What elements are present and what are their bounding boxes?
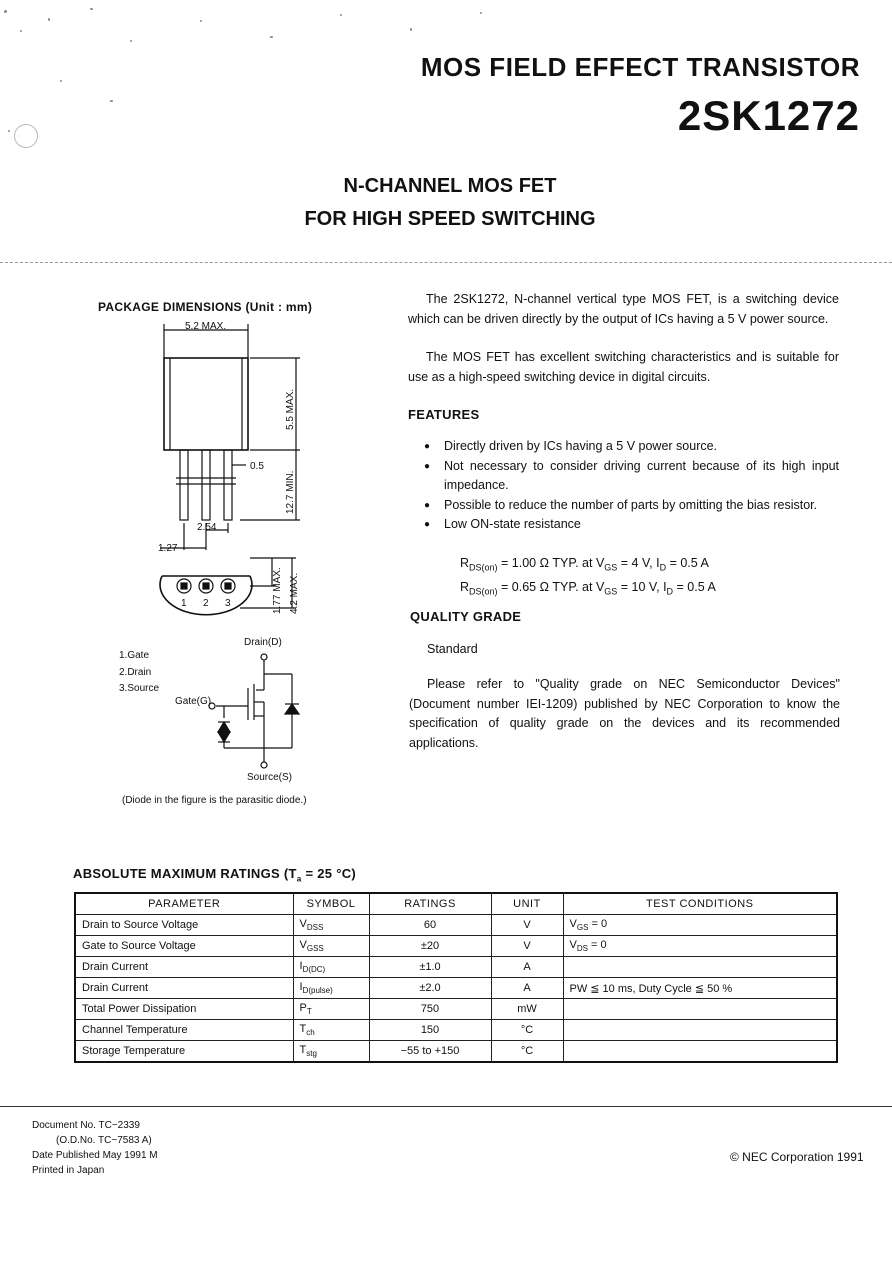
cell-unit: °C [491,1020,563,1041]
dim-lead-length: 12.7 MIN. [285,470,296,514]
cell-symbol: $T_{stg}$ [293,1041,369,1063]
pin-label-3: 3 [225,598,231,609]
cell-parameter: Drain to Source Voltage [75,915,293,936]
feature-item: ● Possible to reduce the number of parts by omitting the bias resistor. [424,496,839,516]
dim-depth2: 4.2 MAX. [289,572,300,614]
cell-conditions: $V_{DS} = 0$ [563,936,837,957]
table-row [75,936,837,957]
quality-grade-value: Standard [427,642,478,656]
cell-rating: ±20 [369,936,491,957]
cell-symbol: $I_{D(pulse)}$ [293,978,369,999]
cell-unit: A [491,957,563,978]
header-divider [0,262,892,263]
cell-rating: ±1.0 [369,957,491,978]
table-row [75,978,837,999]
pin-legend-gate: 1.Gate [119,650,150,661]
printed-in: Printed in Japan [32,1165,105,1176]
col-ratings: RATINGS [369,893,491,915]
cell-unit: V [491,915,563,936]
quality-grade-title: QUALITY GRADE [410,609,522,624]
rds-line-1: $R_{DS(on)} = 1.00$ Ω TYP. at $V_{GS} = 4$ V, $I_D = 0.5$ A [460,556,709,573]
description-paragraph-1: The 2SK1272, N-channel vertical type MOS FET, is a switching device which can be driven directly by the output of ICs having a 5 V power source. [408,292,839,326]
cell-conditions [563,1041,837,1063]
cell-conditions [563,957,837,978]
source-label: Source(S) [247,772,293,783]
table-row [75,915,837,936]
cell-parameter: Drain Current [75,957,293,978]
diode-note: (Diode in the figure is the parasitic diode.) [122,795,307,806]
pin-legend-drain: 2.Drain [119,666,152,678]
cell-symbol: $I_{D(DC)}$ [293,957,369,978]
col-symbol: SYMBOL [293,893,369,915]
cell-conditions [563,999,837,1020]
quality-grade-reference: Please refer to "Quality grade on NEC Semiconductor Devices" (Document number IEI-1209) published by NEC Corporation to know the specification of quality grade on the devices and its recommended applications. [409,677,840,750]
cell-unit: V [491,936,563,957]
feature-item: ● Not necessary to consider driving current because of its high input impedance. [424,457,839,496]
subtitle-line2: FOR HIGH SPEED SWITCHING [304,208,596,230]
features-title: FEATURES [408,407,480,422]
col-test-conditions: TEST CONDITIONS [563,893,837,915]
date-published: Date Published May 1991 M [32,1150,158,1161]
table-row [75,957,837,978]
cell-rating: −55 to +150 [369,1041,491,1063]
drain-label: Drain(D) [244,637,282,648]
footer-divider [0,1106,892,1107]
dim-pitch: 2.54 [197,522,217,533]
od-number: (O.D.No. TC−7583 A) [56,1135,152,1146]
cell-symbol: $T_{ch}$ [293,1020,369,1041]
dim-width: 5.2 MAX. [185,321,227,332]
subtitle-line1: N-CHANNEL MOS FET [343,175,557,197]
cell-parameter: Channel Temperature [75,1020,293,1041]
package-drawing [100,318,390,788]
dim-body-height: 5.5 MAX. [285,388,296,430]
cell-conditions: $V_{GS} = 0$ [563,915,837,936]
table-row [75,1020,837,1041]
cell-symbol: $P_T$ [293,999,369,1020]
pin-label-1: 1 [181,598,187,609]
pin-legend [119,648,159,698]
table-row [75,999,837,1020]
package-dimensions-title: PACKAGE DIMENSIONS (Unit : mm) [98,300,313,314]
cell-parameter: Drain Current [75,978,293,999]
gate-label: Gate(G) [175,696,212,707]
cell-parameter: Storage Temperature [75,1041,293,1063]
cell-parameter: Gate to Source Voltage [75,936,293,957]
table-row [75,1041,837,1063]
features-list [424,437,839,535]
cell-conditions: PW ≦ 10 ms, Duty Cycle ≦ 50 % [563,978,837,999]
feature-item: ● Directly driven by ICs having a 5 V power source. [424,437,839,457]
part-number: 2SK1272 [677,92,860,139]
ratings-table [74,892,838,1063]
cell-rating: ±2.0 [369,978,491,999]
cell-unit: °C [491,1041,563,1063]
rds-line-2: $R_{DS(on)} = 0.65$ Ω TYP. at $V_{GS} = 10$ V, $I_D = 0.5$ A [460,580,716,597]
cell-rating: 750 [369,999,491,1020]
cell-unit: A [491,978,563,999]
cell-rating: 60 [369,915,491,936]
cell-unit: mW [491,999,563,1020]
cell-symbol: $V_{DSS}$ [293,915,369,936]
rds-on-values [460,554,716,602]
dim-lead-width: 0.5 [250,461,264,472]
document-number: Document No. TC−2339 [32,1120,140,1131]
cell-symbol: $V_{GSS}$ [293,936,369,957]
pin-legend-source: 3.Source [119,683,160,694]
ratings-title: ABSOLUTE MAXIMUM RATINGS ($T_a = 25$ °C) [73,866,357,884]
cell-conditions [563,1020,837,1041]
col-unit: UNIT [491,893,563,915]
col-parameter: PARAMETER [75,893,293,915]
copyright: © NEC Corporation 1991 [730,1150,864,1164]
pin-label-2: 2 [203,598,209,609]
document-title: MOS FIELD EFFECT TRANSISTOR [420,52,860,82]
cell-rating: 150 [369,1020,491,1041]
feature-item: ● Low ON-state resistance [424,515,839,535]
table-header-row [75,893,837,915]
footer-doc-info [32,1118,158,1178]
description-paragraph-2: The MOS FET has excellent switching characteristics and is suitable for use as a high-speed switching device in digital circuits. [408,350,839,384]
cell-parameter: Total Power Dissipation [75,999,293,1020]
dim-offset: 1.27 [158,543,178,554]
dim-depth1: 1.77 MAX. [272,567,283,614]
